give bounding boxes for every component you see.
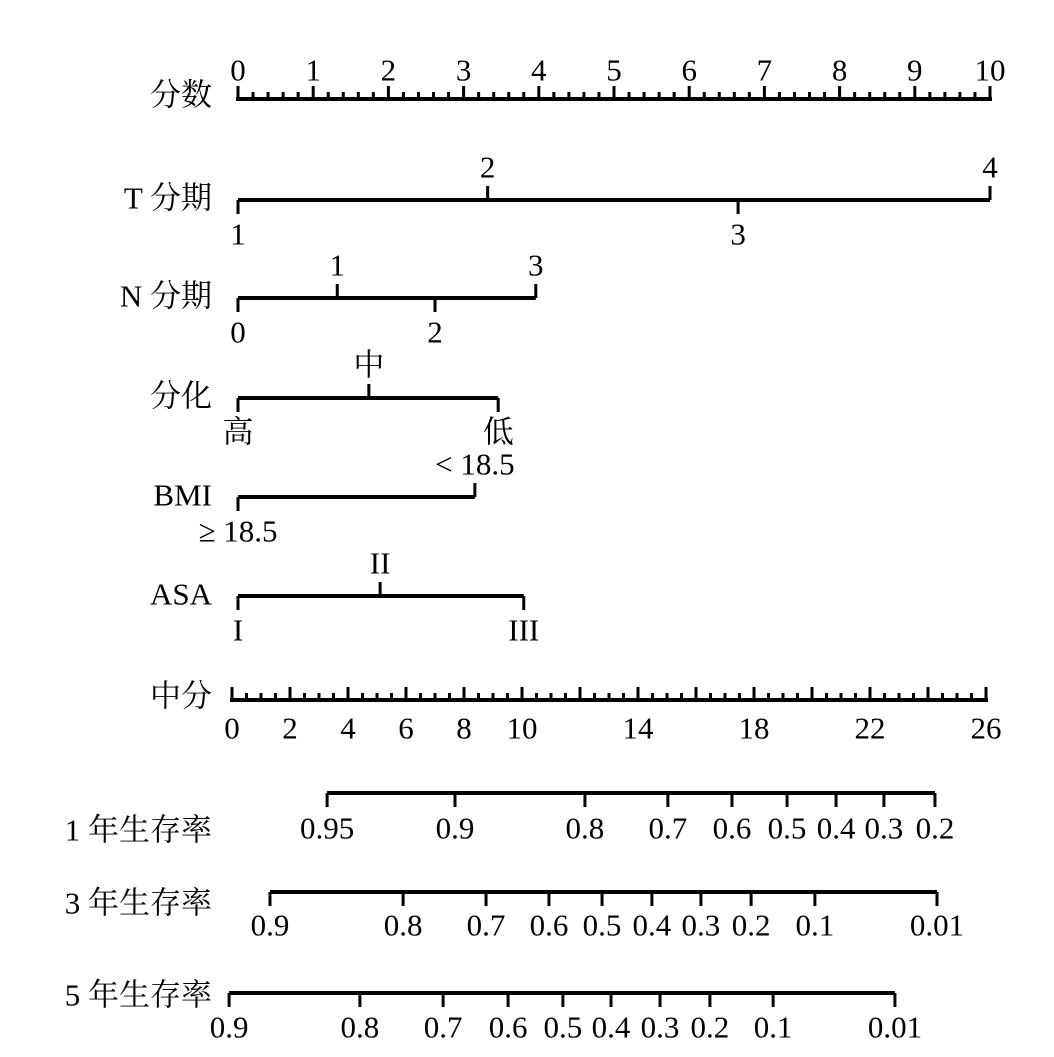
level-label: I <box>232 612 244 648</box>
total-points-tick-label: 8 <box>456 710 472 746</box>
survival-tick-label: 0.3 <box>681 907 721 943</box>
survival-tick-label: 0.5 <box>582 907 622 943</box>
survival-tick-label: 0.7 <box>423 1009 463 1045</box>
survival-tick-label: 0.5 <box>543 1009 583 1045</box>
survival-tick-label: 0.2 <box>731 907 771 943</box>
survival-axis-label: 3 年生存率 <box>64 885 212 921</box>
total-points-tick-label: 10 <box>506 710 538 746</box>
level-label: III <box>508 612 540 648</box>
points-axis-tick-label: 0 <box>230 52 246 88</box>
total-points-tick-label: 0 <box>224 710 240 746</box>
total-points-tick-label: 2 <box>282 710 298 746</box>
survival-tick-label: 0.8 <box>340 1009 380 1045</box>
total-points-tick-label: 4 <box>340 710 356 746</box>
level-label: 3 <box>730 216 746 252</box>
level-label: 0 <box>230 314 246 350</box>
points-axis <box>150 53 1006 113</box>
bmi-row <box>153 447 514 549</box>
points-axis-label: 分数 <box>150 77 212 113</box>
survival-tick-label: 0.9 <box>250 907 290 943</box>
survival-tick-label: 0.4 <box>632 907 672 943</box>
survival-3-year-axis <box>65 886 964 943</box>
asa-row <box>150 546 539 648</box>
total-points-tick-label: 14 <box>622 710 654 746</box>
total-points-tick-label: 26 <box>970 710 1002 746</box>
survival-tick-label: 0.3 <box>864 810 904 846</box>
survival-tick-label: 0.9 <box>435 810 475 846</box>
survival-tick-label: 0.8 <box>565 810 605 846</box>
survival-tick-label: 0.01 <box>867 1009 923 1045</box>
survival-1-year-axis <box>65 793 955 848</box>
total-points-axis <box>150 679 1002 746</box>
survival-tick-label: 0.7 <box>648 810 688 846</box>
differentiation-row <box>150 348 514 450</box>
survival-tick-label: 0.9 <box>209 1009 249 1045</box>
level-label: 中 <box>353 347 385 383</box>
points-axis-tick-label: 7 <box>756 52 773 88</box>
survival-5-year-axis <box>65 978 922 1045</box>
t-stage-row <box>124 150 998 252</box>
survival-axis-label: 1 年生存率 <box>64 812 212 848</box>
survival-tick-label: 0.5 <box>767 810 807 846</box>
survival-tick-label: 0.4 <box>816 810 856 846</box>
survival-tick-label: 0.6 <box>488 1009 528 1045</box>
survival-tick-label: 0.2 <box>690 1009 730 1045</box>
total-points-tick-label: 18 <box>738 710 770 746</box>
predictor-label: N 分期 <box>119 278 212 314</box>
survival-tick-label: 0.3 <box>640 1009 680 1045</box>
level-label: II <box>369 545 391 581</box>
level-label: 低 <box>482 414 514 450</box>
survival-axis-label: 5 年生存率 <box>64 977 212 1013</box>
survival-tick-label: 0.6 <box>712 810 752 846</box>
survival-tick-label: 0.4 <box>591 1009 631 1045</box>
level-label: 4 <box>982 149 998 185</box>
predictor-label: 分化 <box>150 378 212 414</box>
points-axis-tick-label: 9 <box>907 52 923 88</box>
level-label: 2 <box>479 149 496 185</box>
level-label: 1 <box>230 216 246 252</box>
predictor-label: ASA <box>149 576 212 612</box>
level-label: ≥ 18.5 <box>198 513 278 549</box>
survival-tick-label: 0.6 <box>529 907 569 943</box>
level-label: 3 <box>528 247 544 283</box>
predictor-label: BMI <box>153 477 212 513</box>
survival-tick-label: 0.1 <box>753 1009 793 1045</box>
total-points-axis-label: 中分 <box>150 678 212 714</box>
points-axis-tick-label: 3 <box>455 52 472 88</box>
survival-tick-label: 0.95 <box>299 810 355 846</box>
level-label: 2 <box>427 314 443 350</box>
predictor-label: T 分期 <box>123 180 212 216</box>
survival-tick-label: 0.1 <box>795 907 835 943</box>
points-axis-tick-label: 8 <box>831 52 848 88</box>
level-label: < 18.5 <box>435 446 515 482</box>
n-stage-row <box>120 248 544 350</box>
points-axis-tick-label: 2 <box>380 52 397 88</box>
total-points-tick-label: 6 <box>398 710 414 746</box>
total-points-tick-label: 22 <box>854 710 886 746</box>
survival-tick-label: 0.01 <box>909 907 965 943</box>
points-axis-tick-label: 10 <box>974 52 1006 88</box>
level-label: 高 <box>222 414 254 450</box>
survival-tick-label: 0.2 <box>915 810 955 846</box>
points-axis-tick-label: 5 <box>606 52 622 88</box>
survival-tick-label: 0.7 <box>466 907 506 943</box>
survival-tick-label: 0.8 <box>383 907 423 943</box>
points-axis-tick-label: 1 <box>305 52 321 88</box>
points-axis-tick-label: 4 <box>531 52 547 88</box>
level-label: 1 <box>329 247 346 283</box>
points-axis-tick-label: 6 <box>681 52 697 88</box>
